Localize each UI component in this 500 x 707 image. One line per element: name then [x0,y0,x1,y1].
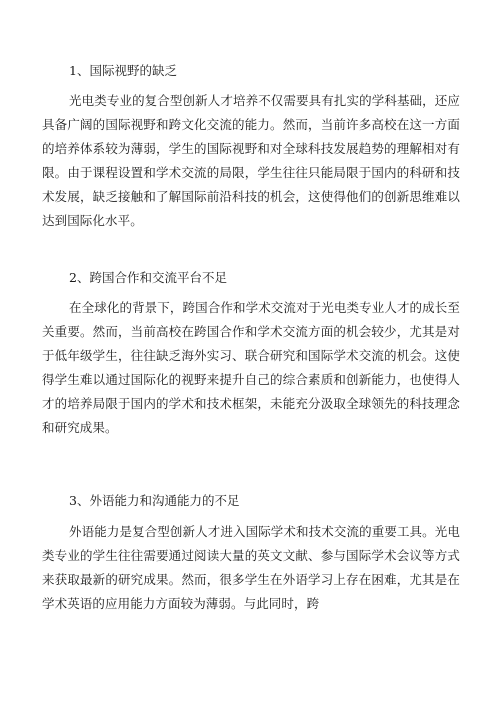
section-paragraph-3: 外语能力是复合型创新人才进入国际学术和技术交流的重要工具。光电类专业的学生往往需要通过阅读大量的英文文献、参与国际学术会议等方式来获取最新的研究成果。然而，很多学生在外语学习上存在困难，尤其是在学术英语的应用能力方面较为薄弱。与此同时，跨 [42,524,460,611]
section-heading-2: 2、跨国合作和交流平台不足 [69,270,227,285]
section-heading-1: 1、国际视野的缺乏 [69,63,177,78]
section-paragraph-1: 光电类专业的复合型创新人才培养不仅需要具有扎实的学科基础，还应具备广阔的国际视野和跨文化交流的能力。然而，当前许多高校在这一方面的培养体系较为薄弱，学生的国际视野和对全球科技发展趋势的理解相对有限。由于课程设置和学术交流的局限，学生往往只能局限于国内的科研和技术发展，缺乏接触和了解国际前沿科技的机会，这使得他们的创新思维难以达到国际化水平。 [42,93,460,228]
section-heading-3: 3、外语能力和沟通能力的不足 [69,493,240,508]
section-paragraph-2: 在全球化的背景下，跨国合作和学术交流对于光电类专业人才的成长至关重要。然而，当前高校在跨国合作和学术交流方面的机会较少，尤其是对于低年级学生，往往缺乏海外实习、联合研究和国际学术交流的机会。这使得学生难以通过国际化的视野来提升自己的综合素质和创新能力，也使得人才的培养局限于国内的学术和技术框架，未能充分汲取全球领先的科技理念和研究成果。 [42,300,460,435]
